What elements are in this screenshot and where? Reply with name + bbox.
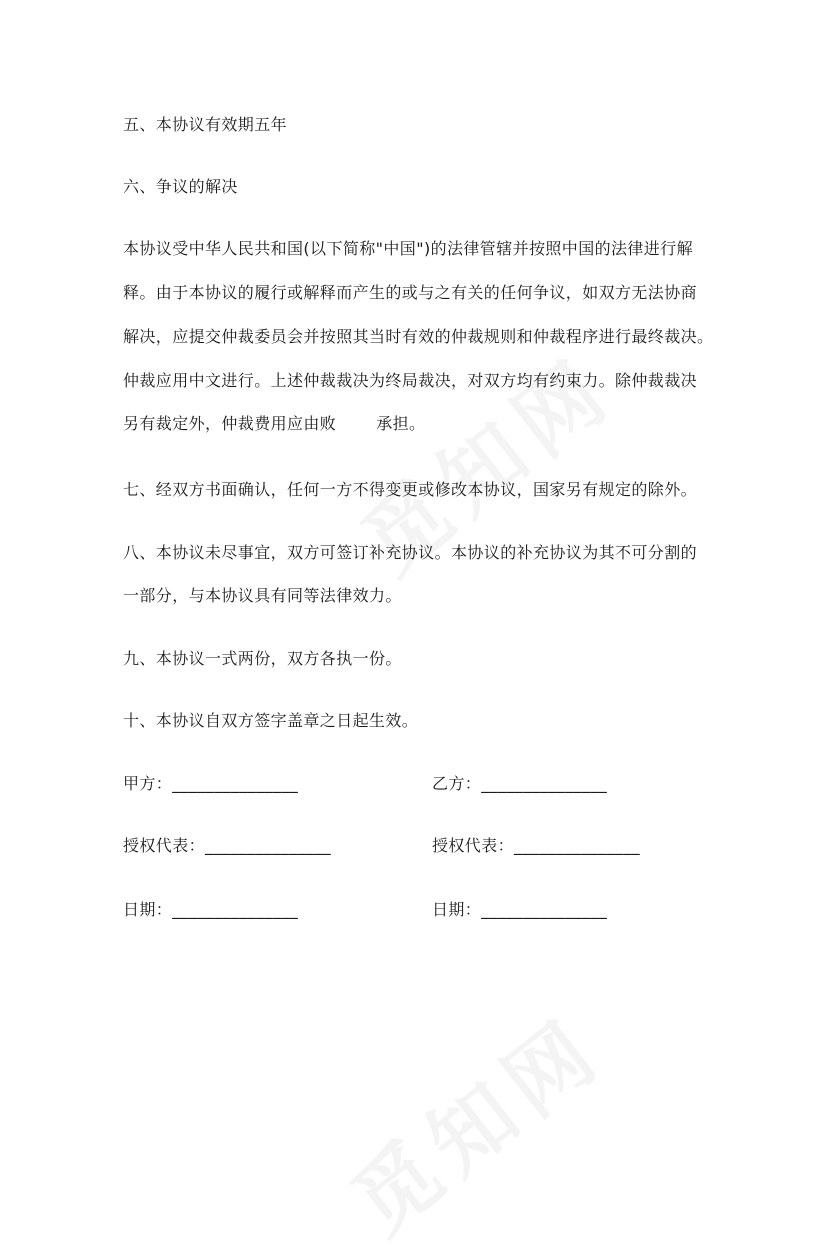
clause-6-title: 六、争议的解决 <box>123 177 238 196</box>
party-b-representative-line: 授权代表：_______________ <box>432 836 641 855</box>
watermark <box>323 984 624 1257</box>
clause-10: 十、本协议自双方签字盖章之日起生效。 <box>123 711 419 730</box>
clause-8-line: 八、本协议未尽事宜，双方可签订补充协议。本协议的补充协议为其不可分割的 <box>123 543 698 562</box>
party-a-representative-line: 授权代表：_______________ <box>123 836 332 855</box>
clause-5: 五、本协议有效期五年 <box>123 115 288 134</box>
clause-6-line: 仲裁应用中文进行。上述仲裁裁决为终局裁决，对双方均有约束力。除仲裁裁决 <box>123 371 698 390</box>
clause-7: 七、经双方书面确认，任何一方不得变更或修改本协议，国家另有规定的除外。 <box>123 480 698 499</box>
clause-6-line: 解决，应提交仲裁委员会并按照其当时有效的仲裁规则和仲裁程序进行最终裁决。 <box>123 327 714 346</box>
clause-9: 九、本协议一式两份，双方各执一份。 <box>123 649 402 668</box>
clause-8-line: 一部分，与本协议具有同等法律效力。 <box>123 586 402 605</box>
party-b-date-line: 日期：_______________ <box>432 900 608 919</box>
clause-6-last-part-a: 另有裁定外，仲裁费用应由败 <box>123 414 337 433</box>
party-a-date-line: 日期：_______________ <box>123 900 299 919</box>
party-a-signature-line: 甲方：_______________ <box>123 774 299 793</box>
clause-6-last-part-b: 承担。 <box>376 414 426 433</box>
clause-6-line: 本协议受中华人民共和国(以下简称"中国")的法律管辖并按照中国的法律进行解 <box>123 239 694 258</box>
clause-6-last-line <box>123 414 425 434</box>
clause-6-line: 释。由于本协议的履行或解释而产生的或与之有关的任何争议，如双方无法协商 <box>123 283 698 302</box>
party-b-signature-line: 乙方：_______________ <box>432 774 608 793</box>
